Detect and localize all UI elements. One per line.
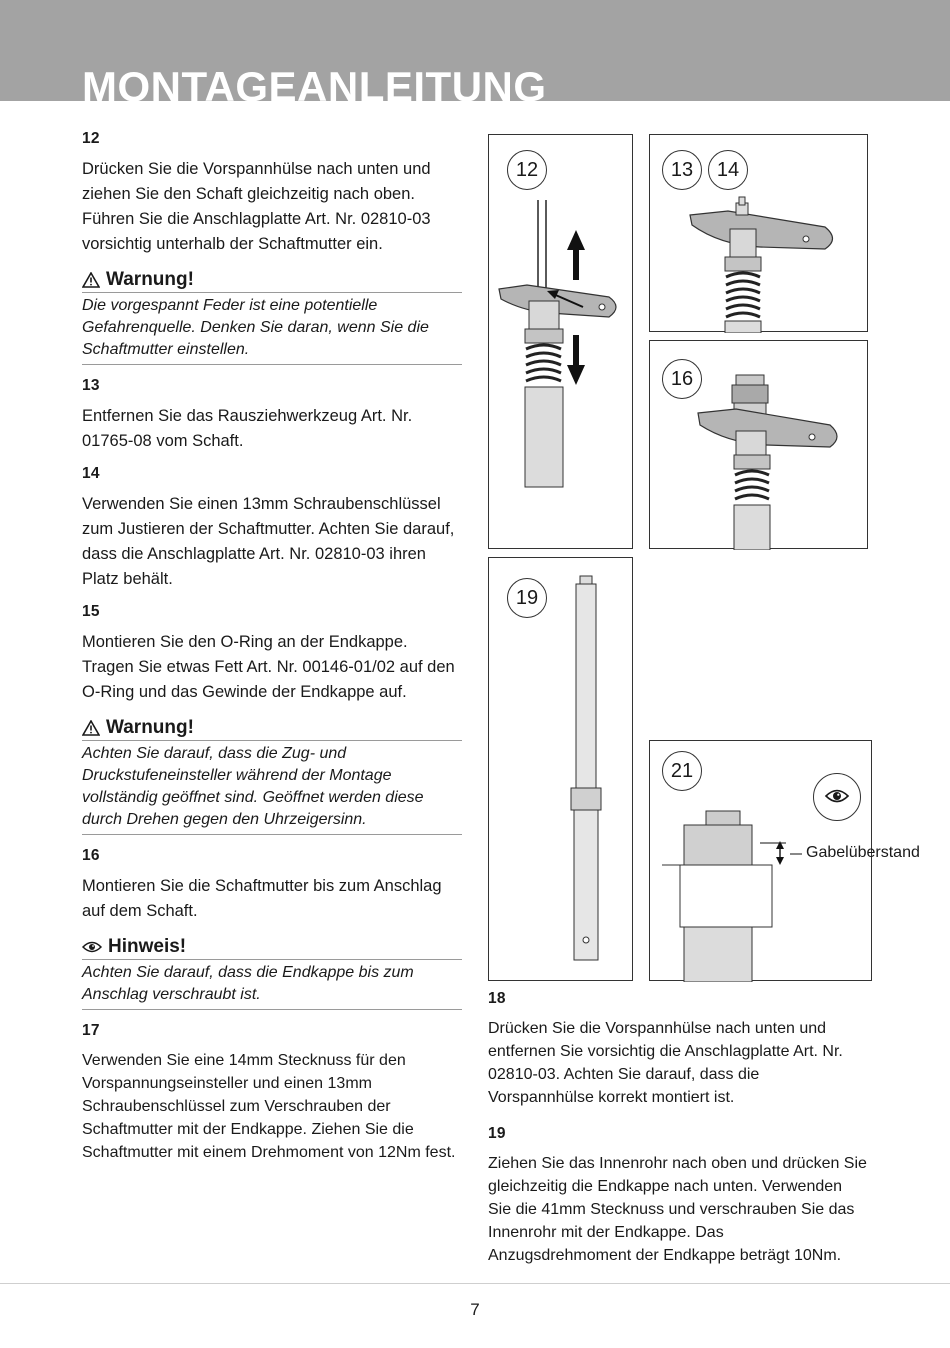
page-title: MONTAGEANLEITUNG xyxy=(82,66,547,101)
step-number: 19 xyxy=(488,1125,506,1142)
step-text: Montieren Sie die Schaftmutter bis zum Anschlag auf dem Schaft. xyxy=(82,877,442,920)
figure-19-drawing xyxy=(489,558,634,982)
warning-text: Achten Sie darauf, dass die Zug- und Druckstufeneinsteller während der Montage vollständig geöffnet sind. Geöffnet werden diese durch Drehen gegen den Uhrzeigersinn. xyxy=(82,741,462,835)
step-text: Verwenden Sie einen 13mm Schraubenschlüssel zum Justieren der Schaftmutter. Achten Sie darauf, dass die Anschlagplatte Art. Nr. 02810-03 ihren Platz behält. xyxy=(82,495,455,588)
step-number: 15 xyxy=(82,603,100,620)
step-text: Ziehen Sie das Innenrohr nach oben und drücken Sie gleichzeitig die Endkappe nach unten. Verwenden Sie die 41mm Stecknuss und verschrauben Sie das Innenrohr mit der Endkappe. Das Anzugsdrehmoment der Endkappe beträgt 10Nm. xyxy=(488,1155,867,1264)
eye-icon xyxy=(82,940,102,954)
step-12 xyxy=(82,130,462,257)
eye-icon xyxy=(813,773,861,821)
warning-title: Warnung! xyxy=(106,269,194,290)
left-column xyxy=(82,130,462,1175)
figure-12 xyxy=(488,134,633,549)
figure-badge: 21 xyxy=(662,751,702,791)
step-16 xyxy=(82,847,462,924)
warning-title: Warnung! xyxy=(106,717,194,738)
hint-title: Hinweis! xyxy=(108,936,187,957)
warning-heading xyxy=(82,717,462,741)
step-text: Verwenden Sie eine 14mm Stecknuss für den Vorspannungseinsteller und einen 13mm Schraubenschlüssel zum Verschrauben der Schaftmutter mit der Endkappe. Ziehen Sie die Schaftmutter mit einem Drehmoment von 12Nm fest. xyxy=(82,1052,456,1161)
footer-divider xyxy=(0,1283,950,1284)
figure-13-14 xyxy=(649,134,868,332)
hint-box xyxy=(82,936,462,1010)
figure-badge: 13 xyxy=(662,150,702,190)
right-column xyxy=(488,990,868,1278)
warning-heading xyxy=(82,269,462,293)
step-text: Entfernen Sie das Rausziehwerkzeug Art. Nr. 01765-08 vom Schaft. xyxy=(82,407,413,450)
step-number: 18 xyxy=(488,990,506,1007)
figure-16 xyxy=(649,340,868,549)
step-number: 12 xyxy=(82,130,100,147)
step-number: 17 xyxy=(82,1022,100,1039)
figure-badge: 19 xyxy=(507,578,547,618)
step-text: Drücken Sie die Vorspannhülse nach unten und ziehen Sie den Schaft gleichzeitig nach oben. Führen Sie die Anschlagplatte Art. Nr. 02810-03 vorsichtig unterhalb der Schaftmutter ein. xyxy=(82,160,431,253)
step-number: 16 xyxy=(82,847,100,864)
step-text: Drücken Sie die Vorspannhülse nach unten und entfernen Sie vorsichtig die Anschlagplatte Art. Nr. 02810-03. Achten Sie darauf, dass die Vorspannhülse korrekt montiert ist. xyxy=(488,1020,843,1106)
warning-triangle-icon xyxy=(82,720,100,736)
step-14 xyxy=(82,465,462,592)
hint-text: Achten Sie darauf, dass die Endkappe bis zum Anschlag verschraubt ist. xyxy=(82,960,462,1010)
step-15 xyxy=(82,603,462,705)
step-number: 13 xyxy=(82,377,100,394)
warning-text: Die vorgespannt Feder ist eine potentielle Gefahrenquelle. Denken Sie daran, wenn Sie die Schaftmutter einstellen. xyxy=(82,293,462,365)
hint-heading xyxy=(82,936,462,960)
step-18 xyxy=(488,990,868,1109)
step-19 xyxy=(488,1125,868,1267)
figure-12-drawing xyxy=(489,135,634,550)
figure-21 xyxy=(649,740,920,981)
figure-19 xyxy=(488,557,633,981)
figure-badge: 16 xyxy=(662,359,702,399)
warning-box xyxy=(82,269,462,365)
step-17 xyxy=(82,1022,462,1164)
step-13 xyxy=(82,377,462,454)
warning-box xyxy=(82,717,462,835)
callout-gabelueberstand: Gabelüberstand xyxy=(806,844,920,861)
step-text: Montieren Sie den O-Ring an der Endkappe. Tragen Sie etwas Fett Art. Nr. 00146-01/02 auf den O-Ring und das Gewinde der Endkappe auf. xyxy=(82,633,455,701)
page-number: 7 xyxy=(470,1300,480,1319)
figure-badge: 14 xyxy=(708,150,748,190)
warning-triangle-icon xyxy=(82,272,100,288)
step-number: 14 xyxy=(82,465,100,482)
figure-badge: 12 xyxy=(507,150,547,190)
